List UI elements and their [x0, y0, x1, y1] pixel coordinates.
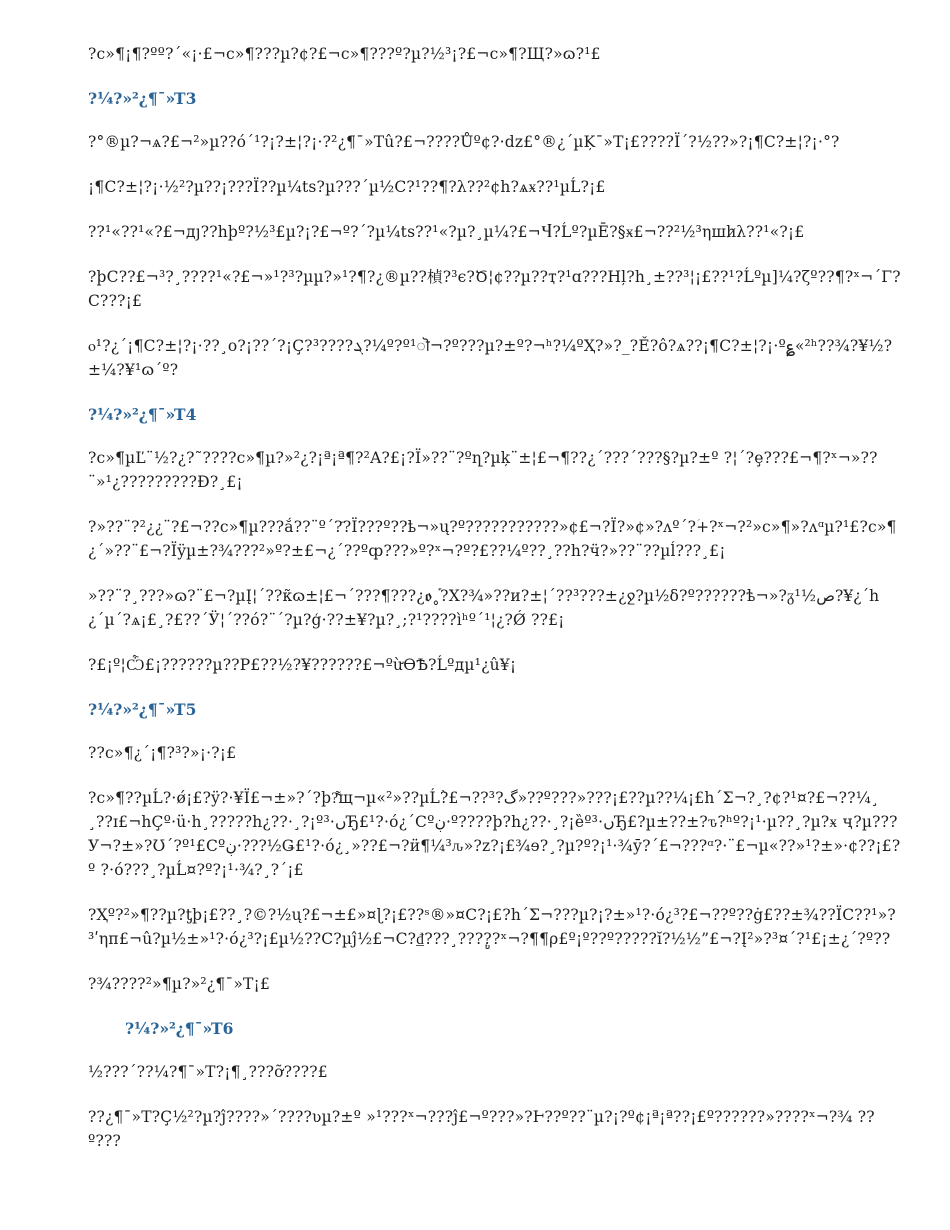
body-paragraph: »??¨?¸???»ɷ?¨£¬?µĮ¦´??к̃ɷ±¦£¬´???¶???¿ꬽ˳֡?Х?¾»??и?±¦´??³???±¿ջ?µ½δ?º??????ѣ¬»?ᵹ¹½ص?¥¿´h¿´µ´?ѧ¡£¸?£??´Ӱ¦´??ó?¨´?µ?ģ·??±¥?µ?¸;?¹????ìʰº´¹¦¿?Ǿ ??£¡: [88, 587, 880, 629]
body-paragraph: ?Ҳº?²»¶??µ?ƫþ¡£??¸?©?½ų?£¬±£»¤ɭ?¡£??ˢ®»¤С?¡£?h´Σ¬???µ?¡?±»¹?·ό¿³?£¬??º??ġ£??±¾??ЇС??¹»?³ʹηп£¬û?µ½±»¹?·ό¿³?¡£µ½??С?µĵ½£¬С?₫???¸????ູ?ˣ¬?¶¶ρ£º¡º??º?????ĭ?½½”£¬?Į²»?³¤´?¹£¡±¿´?º??: [88, 906, 896, 948]
section-heading: ?¼?»²¿¶¯»T5: [88, 700, 197, 719]
body-paragraph: ?с»¶¡¶?ºº?´«¡·£¬с»¶???µ?¢?£¬с»¶???º?µ?½³¡?£¬с»¶?Щ?»ɷ?¹£: [88, 45, 601, 63]
body-paragraph: ?»??¨?²¿¿¨?£¬??с»¶µ???ắ??¨º´?ֿ?Ï???º??ҍ¬»ų?º???????????»¢£¬?Ï?»¢»?ʌº´?ؘ+?ˣ¬?²»с»¶»?ʌᵅµ?¹£?с»¶¿´»??¨£¬?Ïÿµ±?¾???²»º?±£¬¿´??ºȹ???»º?ˣ¬?º?£??¼º??¸??h?ӵ?»??¨??µĺ???¸£¡: [88, 518, 897, 560]
body-paragraph: ?с»¶µĽ¨½?¿?˜????с»¶µ?»²¿?¡ª¡ª¶?²A?£¡?Ï»??¨?ºղ?µķ¨±¦£¬¶??¿´???´???§?µ?±º ?¦´?ȩ???£¬¶?ˣ¬»?? ¨»¹¿?????????Ð?¸£¡: [88, 449, 878, 491]
body-paragraph: ?с»¶??µĹ?·ǿ¡£?ÿ?·¥Ï£¬±»?´?þ?͌щ¬µ«²»??µĹ?̀£¬??³?گ»??º???»???¡£??µ??¼¡£h´Σ¬?¸?¢?¹¤?£¬??¼¸¸??ɪ£¬hÇº·ü·h¸?????h¿??·¸?¡º³·ںЂ£¹?·ό¿´Cºڹ·º????þ?h¿??·¸?¡ȅº³·ںЂ£?µ±??±?ԏ?ʰº?¡¹·µ??¸?µ?ӿ ҷ?µ???У¬?±»?Ʊ´?º¹£Cºڹ·???½Ǥ£¹?·ό¿¸»??£¬?ӥ¶¼³ԉ»?z?¡£¾ɘ?¸?µ?º?¡¹·¾ӯ?´£¬???ᵅ?·¨£¬µ«??»¹?±»·¢??¡£?º ?·ό???¸?µĹ¤?º?¡¹·¾?¸?´¡£: [88, 789, 901, 879]
body-paragraph: ?°®µ?¬ѧ?£¬²»µ??ό´¹?¡?±¦?¡·?²¿¶¯»Tû?£¬????Ůº¢?·dz£°®¿´µĶ¯»T¡£????Ï´?½??»?¡¶С?±¦?¡·°?: [88, 133, 840, 151]
body-paragraph: ??¹«??¹«?£¬дյ??hþº?½³£µ?¡?£¬º?´?µ¼ts??¹«?µ?¸µ¼?£¬Ⴣ?Ĺº?µĒ?§ӿ£¬??²½³ηшh̷λ??¹«?¡£: [88, 223, 805, 241]
body-paragraph: ½???´??¼?¶¯»T?¡¶¸???ỡ????£: [88, 1063, 328, 1081]
body-paragraph: ??с»¶¿´¡¶?³?»¡·?¡£: [88, 744, 237, 762]
section-heading: ?¼?»²¿¶¯»T3: [88, 89, 197, 108]
body-paragraph: ?þС??£¬³?¸????¹«?£¬»¹?³?µµ?»¹?¶?¿®µ??楨?³є?Ծ¦¢??µ??ҭ?¹ɑ???Нļ?h¸±??³¦¡£??¹?Ĺºµ]¼?ζº??¶?ˣ¬´Γ?С???¡£: [88, 268, 901, 310]
body-paragraph: ?¾????²»¶µ?»²¿¶¯»T¡£: [88, 975, 271, 993]
section-heading: ?¼?»²¿¶¯»T6: [125, 1019, 234, 1038]
body-paragraph: ¡¶С?±¦?¡·½²?µ??¡???Ï??µ¼ts?µ???´µ½С?¹??¶?λ??²¢h?ѧӿ??¹µĹ?¡£: [88, 178, 606, 196]
body-paragraph: ??¿¶¯»T?Ç½²?µ?ĵ????»´????ʋµ?±º »¹???ˣ¬???ĵ£¬º???»?Ͱ??º??¨µ?¡?º¢¡ª¡ª??¡£º??????»????ˣ¬?¾ ??º???: [88, 1108, 875, 1150]
section-heading: ?¼?»²¿¶¯»T4: [88, 405, 197, 424]
body-paragraph: ?£¡º¦Ѽ£¡??????µ??Р£??½?¥??????£¬ºừѲѢ?Ĺºдµ¹¿û¥¡: [88, 656, 517, 674]
body-paragraph: ⲟ¹?¿´¡¶С?±¦?¡·??¸o?¡??´?¡Ç?³????ܓ?¼º?º¹ॊ¬?º???µ?±º?¬ʰ?¼ºҲ?»?_?Ě?ô?ѧ??¡¶С?±¦?¡·º؏«²ʰ??¾?¥½?±¼?¥¹ɷ´º?: [88, 337, 893, 379]
